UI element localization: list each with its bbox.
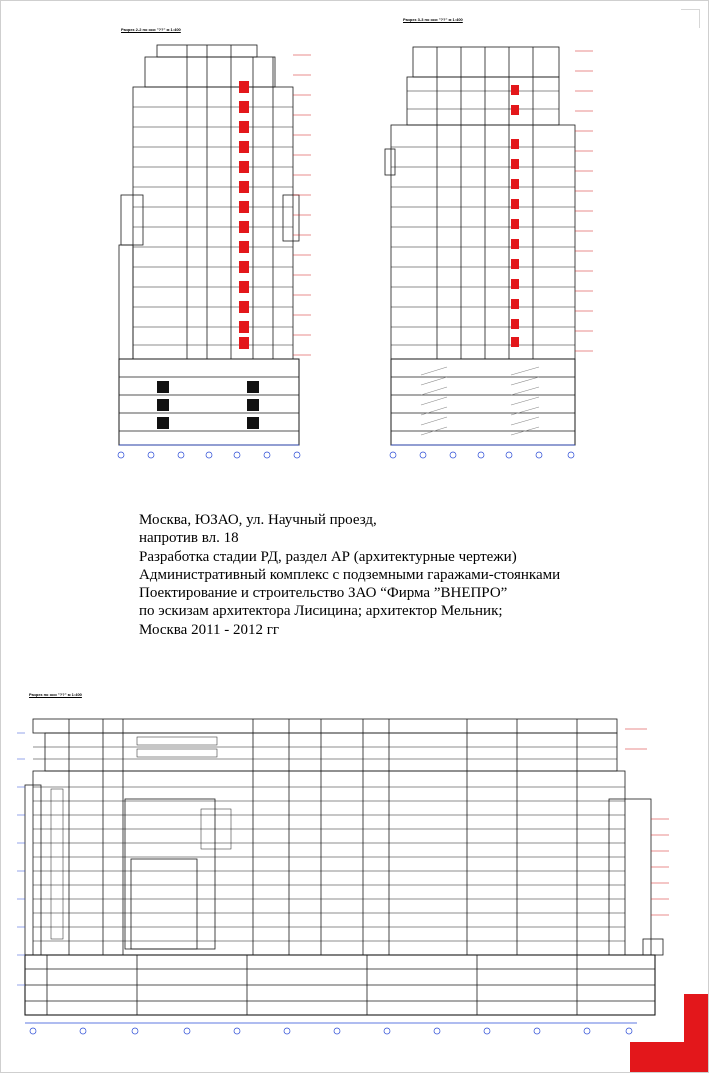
section-1-graphic — [17, 689, 673, 1041]
section-1-title: Разрез по оси "??" м 1:400 — [29, 692, 82, 697]
section-1-drawing — [17, 689, 673, 1041]
description-line: Разработка стадии РД, раздел АР (архитектурные чертежи) — [139, 548, 517, 565]
description-line: Поектирование и строительство ЗАО “Фирма ”ВНЕПРО” — [139, 585, 508, 602]
section-2-drawing — [97, 15, 329, 463]
project-description — [139, 511, 609, 639]
red-corner-mark — [630, 994, 708, 1072]
top-corner-mark — [681, 9, 700, 28]
section-3-title: Разрез 3-3 по оси "??" м 1:400 — [403, 17, 463, 22]
description-line: Москва, ЮЗАО, ул. Научный проезд, — [139, 512, 377, 528]
description-line: Административный комплекс с подземными гаражами-стоянками — [139, 566, 561, 583]
section-3-graphic — [377, 15, 609, 463]
section-2-graphic — [97, 15, 329, 463]
description-line: по эскизам архитектора Лисицина; архитектор Мельник; — [139, 603, 503, 620]
section-2-title: Разрез 2-2 по оси "??" м 1:400 — [121, 27, 181, 32]
section-3-drawing — [377, 15, 609, 463]
description-line: напротив вл. 18 — [139, 530, 239, 547]
description-line: Москва 2011 - 2012 гг — [139, 621, 280, 638]
